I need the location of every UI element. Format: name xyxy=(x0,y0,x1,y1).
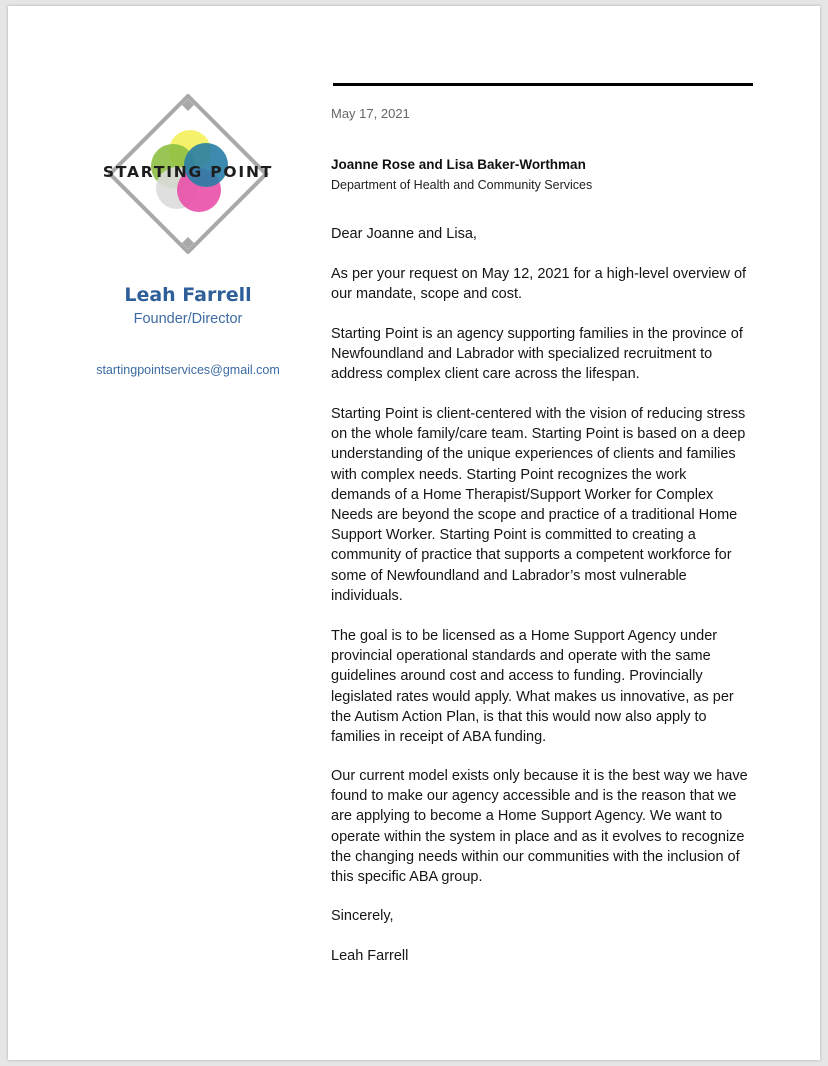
letter-date: May 17, 2021 xyxy=(331,106,410,121)
paragraph-client-centered: Starting Point is client-centered with the vision of reducing stress on the whole family/care team. Starting Point is based on a deep understanding of the unique experiences of clients and families with complex needs. Starting Point recognizes the work demands of a Home Therapist/Support Worker for Complex Needs are beyond the scope and practice of a traditional Home Support Worker. Starting Point is committed to creating a community of practice that supports a competent workforce for some of Newfoundland and Labrador’s most vulnerable individuals. xyxy=(331,406,746,604)
header-rule xyxy=(333,83,753,86)
paragraph-request: As per your request on May 12, 2021 for a high-level overview of our mandate, scope and cost. xyxy=(331,266,747,303)
paragraph-current-model: Our current model exists only because it is the best way we have found to make our agency accessible and is the reason that we are applying to become a Home Support Agency. We want to operate within the system in place and as it evolves to recognize the changing needs within our communities with the inclusion of this specific ABA group. xyxy=(331,768,748,886)
sender-email-link[interactable]: startingpointservices@gmail.com xyxy=(96,363,280,377)
starting-point-logo xyxy=(95,94,281,254)
closing: Sincerely, xyxy=(331,908,394,924)
logo-wordmark: STARTING POINT xyxy=(102,163,274,181)
salutation: Dear Joanne and Lisa, xyxy=(331,226,477,242)
paragraph-agency-overview: Starting Point is an agency supporting families in the province of Newfoundland and Labrador with specialized recruitment to address complex client care across the lifespan. xyxy=(331,326,743,383)
recipient-name: Joanne Rose and Lisa Baker-Worthman xyxy=(331,157,586,172)
sender-title: Founder/Director xyxy=(133,311,243,327)
signature-name: Leah Farrell xyxy=(331,948,409,964)
sender-name: Leah Farrell xyxy=(124,284,252,306)
letter-page xyxy=(8,6,820,1060)
paragraph-goal: The goal is to be licensed as a Home Support Agency under provincial operational standards and operate with the same guidelines around cost and access to funding. Provincially legislated rates would apply. What makes us innovative, as per the Autism Action Plan, is that this would now also apply to families in receipt of ABA funding. xyxy=(331,628,734,746)
recipient-department: Department of Health and Community Services xyxy=(331,178,593,192)
